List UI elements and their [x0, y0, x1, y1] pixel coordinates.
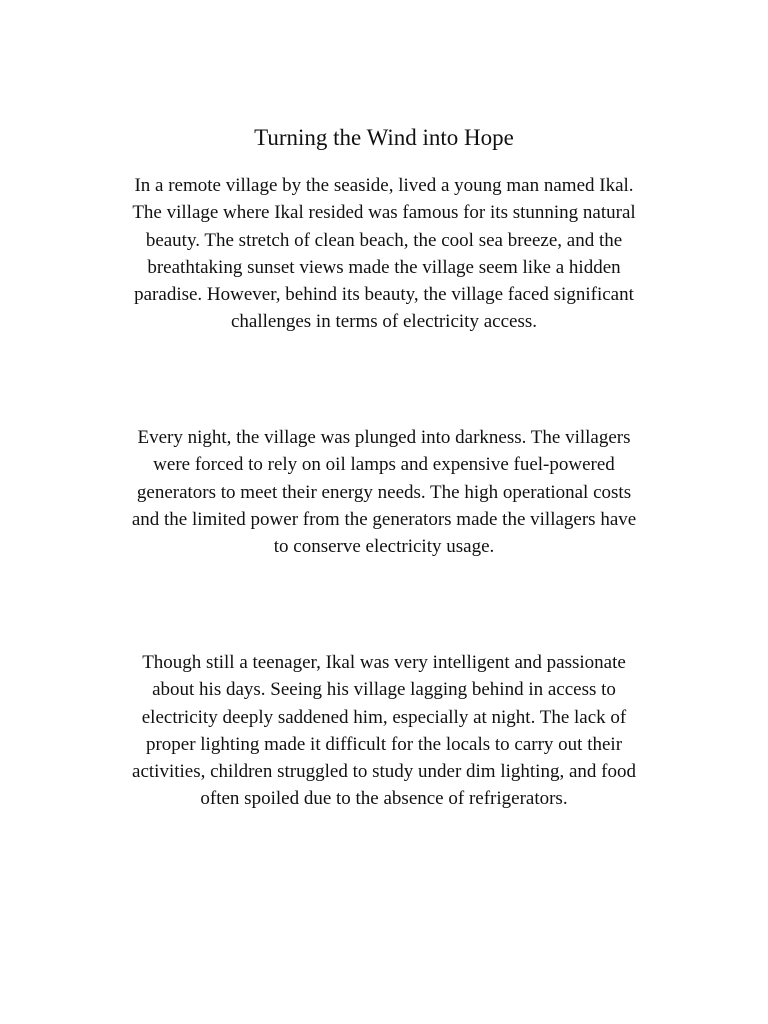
document-title: Turning the Wind into Hope [254, 125, 514, 150]
paragraph: Though still a teenager, Ikal was very intelligent and passionate about his days. Seeing his village lagging behind in access to electricity deeply saddened him, especially at night. The lack of proper lighting made it difficult for the locals to carry out their activities, children struggled to study under dim lighting, and food often spoiled due to the absence of refrigerators. [132, 652, 636, 810]
paragraph: In a remote village by the seaside, lived a young man named Ikal. The village where Ikal resided was famous for its stunning natural beauty. The stretch of clean beach, the cool sea breeze, and the breathtaking sunset views made the village seem like a hidden paradise. However, behind its beauty, the village faced significant challenges in terms of electricity access. [132, 175, 636, 333]
paragraph: Every night, the village was plunged into darkness. The villagers were forced to rely on oil lamps and expensive fuel-powered generators to meet their energy needs. The high operational costs and the limited power from the generators made the villagers have to conserve electricity usage. [131, 427, 637, 558]
